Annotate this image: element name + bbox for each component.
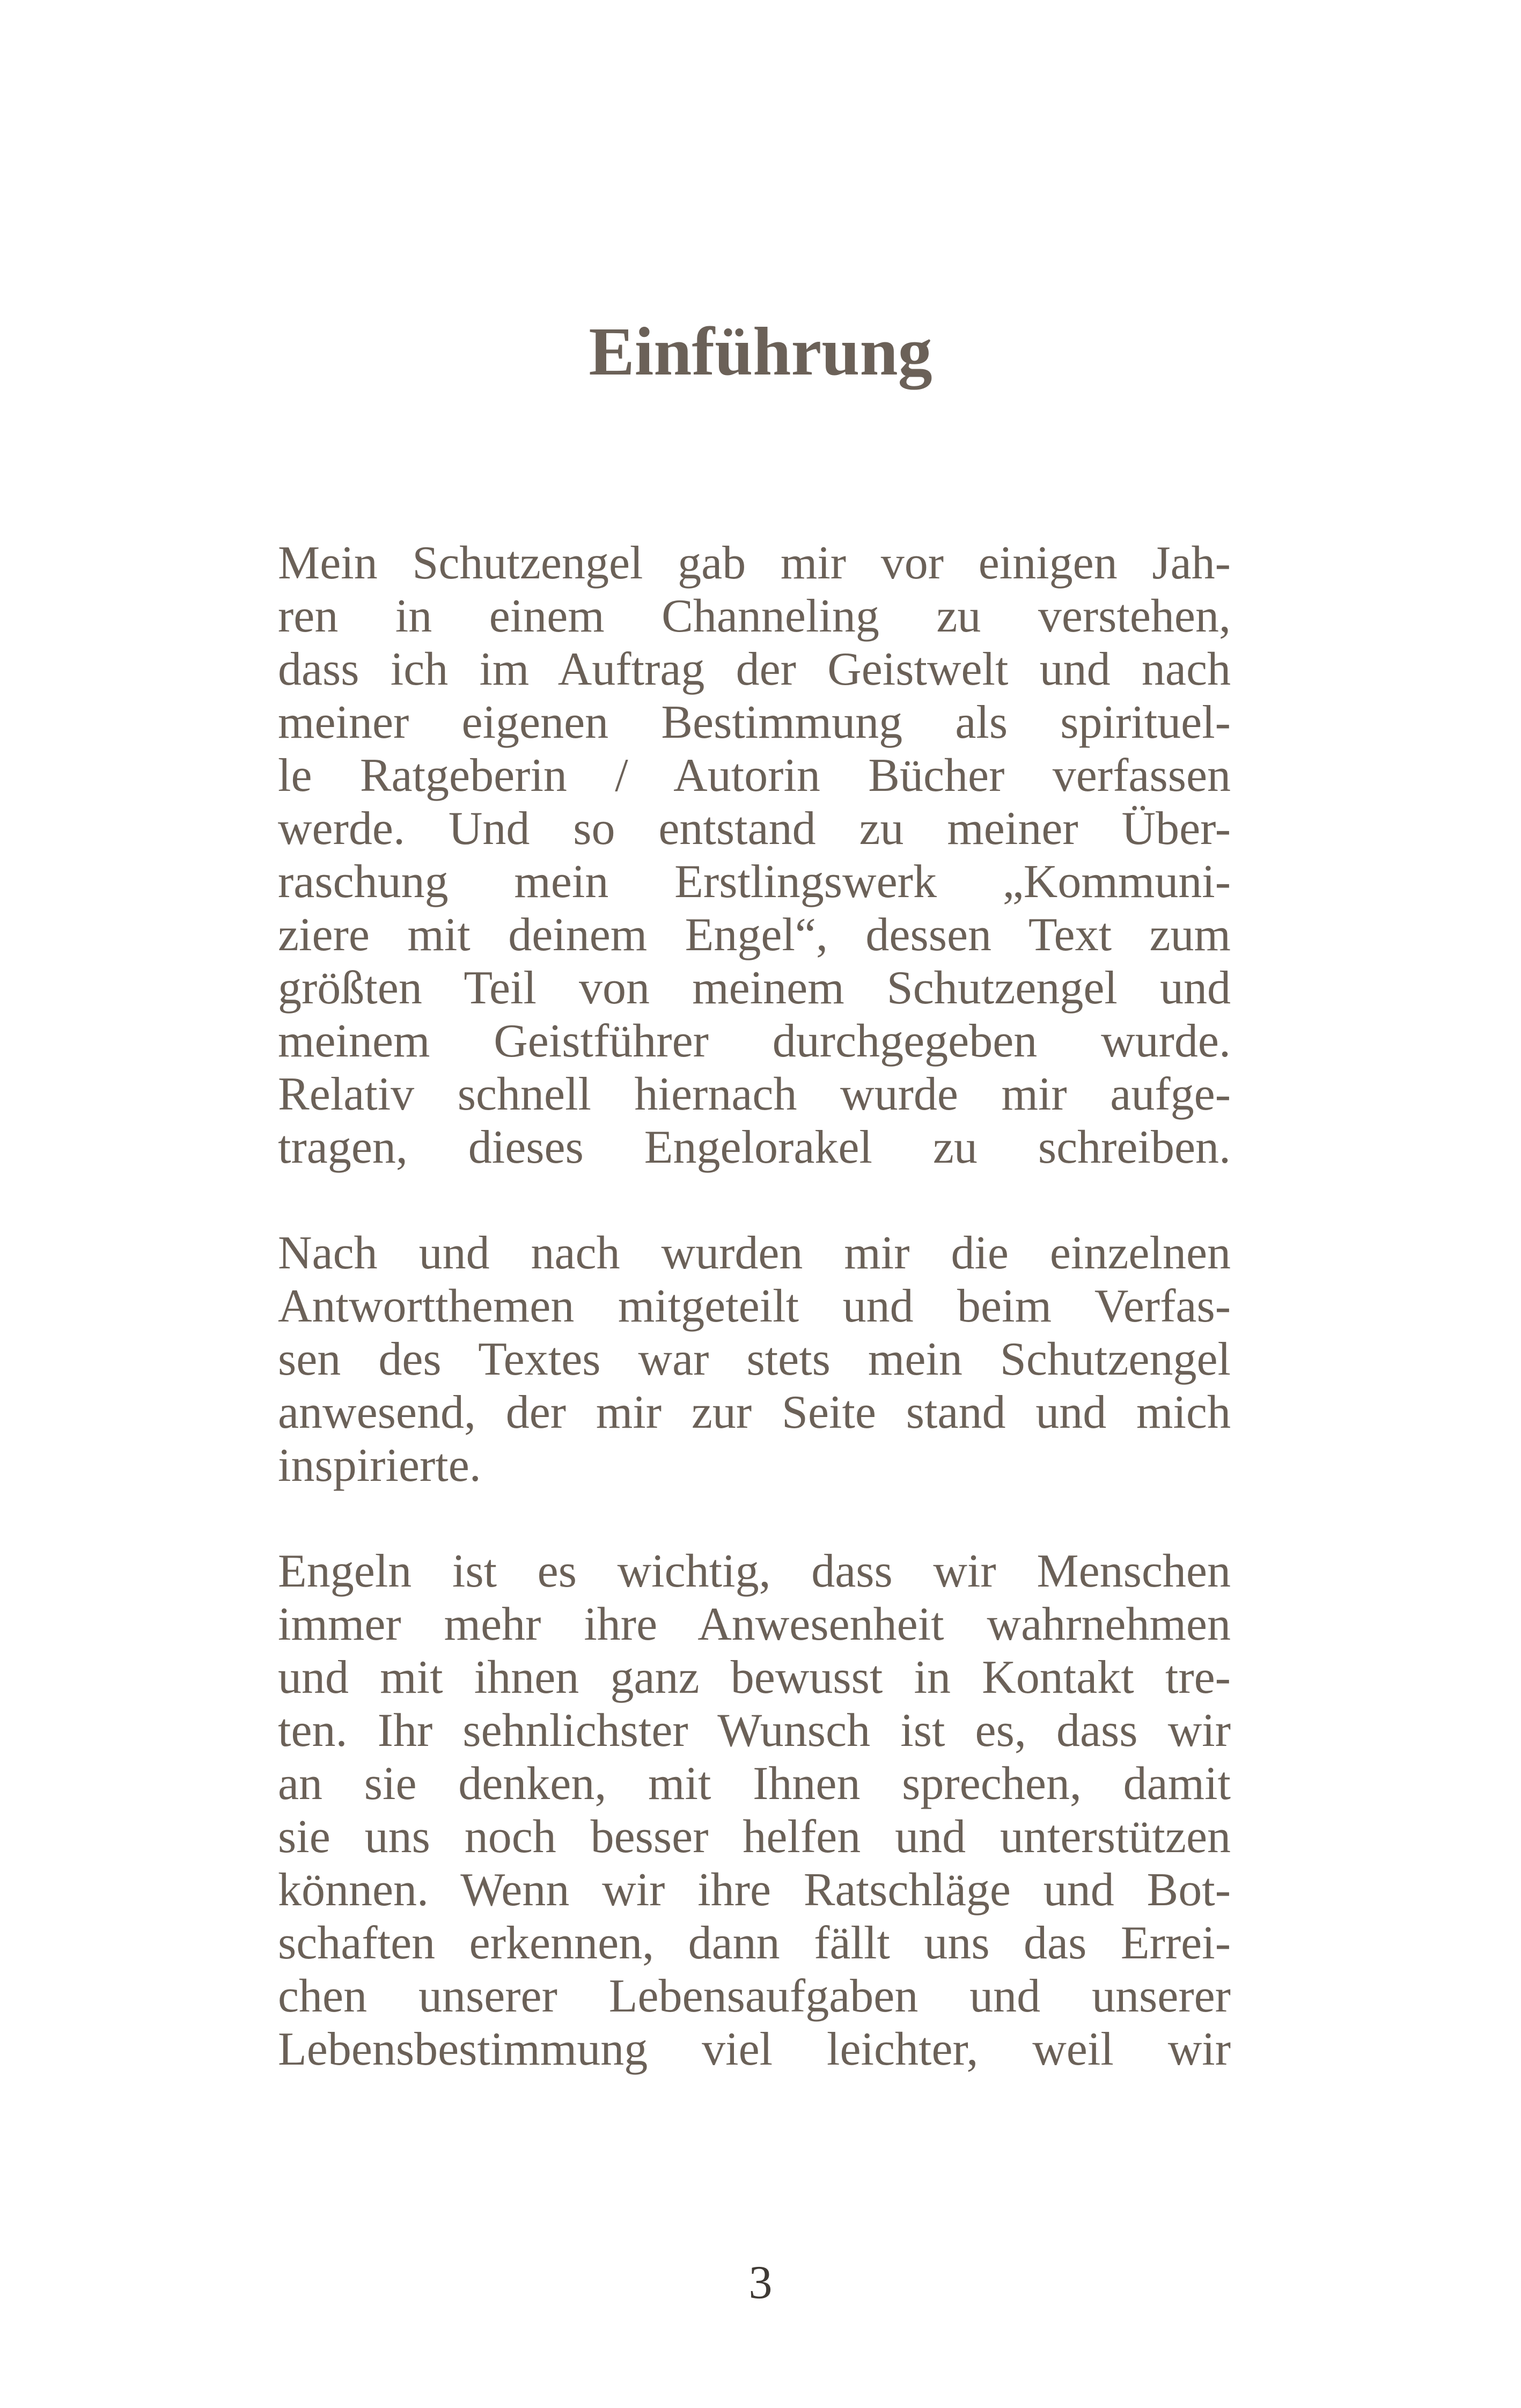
text-line: Mein Schutzengel gab mir vor einigen Jah- <box>278 537 1231 589</box>
text-line: Antwortthemen mitgeteilt und beim Verfas- <box>278 1280 1231 1332</box>
text-line: le Ratgeberin / Autorin Bücher verfassen <box>278 750 1231 802</box>
text-line: Relativ schnell hiernach wurde mir aufge- <box>278 1068 1231 1120</box>
text-line: tragen, dieses Engelorakel zu schreiben. <box>278 1121 1231 1173</box>
text-line: ziere mit deinem Engel“, dessen Text zum <box>278 909 1231 961</box>
text-line: werde. Und so entstand zu meiner Über- <box>278 803 1231 855</box>
text-line: Engeln ist es wichtig, dass wir Menschen <box>278 1545 1231 1597</box>
text-line: ren in einem Channeling zu verstehen, <box>278 590 1231 642</box>
text-line: an sie denken, mit Ihnen sprechen, damit <box>278 1758 1231 1810</box>
text-line: meinem Geistführer durchgegeben wurde. <box>278 1015 1231 1067</box>
text-line: Nach und nach wurden mir die einzelnen <box>278 1227 1231 1279</box>
text-line: sie uns noch besser helfen und unterstützen <box>278 1811 1231 1863</box>
text-line: und mit ihnen ganz bewusst in Kontakt tre- <box>278 1651 1231 1704</box>
paragraph-1 <box>278 537 1231 1174</box>
text-line: inspirierte. <box>278 1440 481 1492</box>
text-line: können. Wenn wir ihre Ratschläge und Bot- <box>278 1864 1231 1916</box>
text-line: immer mehr ihre Anwesenheit wahrnehmen <box>278 1598 1231 1650</box>
text-line: schaften erkennen, dann fällt uns das Errei- <box>278 1917 1231 1969</box>
text-line: sen des Textes war stets mein Schutzengel <box>278 1333 1231 1385</box>
paragraph-2 <box>278 1227 1231 1492</box>
text-line: ten. Ihr sehnlichster Wunsch ist es, dass wir <box>278 1705 1231 1757</box>
text-line: chen unserer Lebensaufgaben und unserer <box>278 1970 1231 2022</box>
text-line: meiner eigenen Bestimmung als spirituel- <box>278 696 1231 748</box>
text-line: anwesend, der mir zur Seite stand und mich <box>278 1386 1231 1438</box>
text-line: dass ich im Auftrag der Geistwelt und nach <box>278 643 1231 695</box>
paragraph-3 <box>278 1545 1231 2076</box>
text-line: größten Teil von meinem Schutzengel und <box>278 962 1231 1014</box>
text-line: Lebensbestimmung viel leichter, weil wir <box>278 2023 1231 2075</box>
page-title: Einführung <box>589 313 932 390</box>
page-number: 3 <box>748 2257 773 2309</box>
body-text <box>278 537 1231 2128</box>
text-line: raschung mein Erstlingswerk „Kommuni- <box>278 856 1231 908</box>
